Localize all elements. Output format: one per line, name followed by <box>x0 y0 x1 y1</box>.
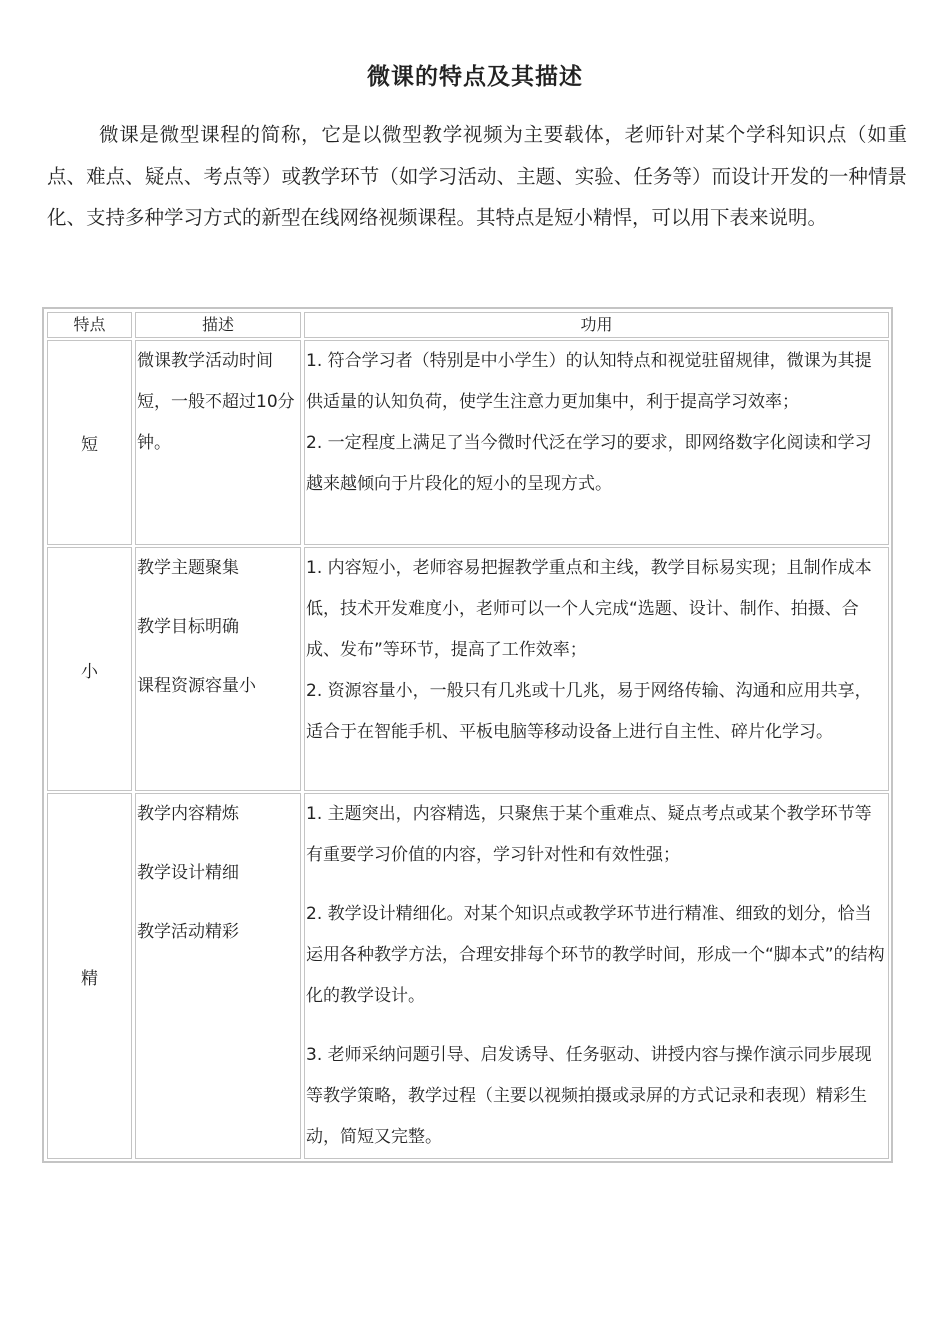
function-cell-refined <box>304 793 889 1159</box>
function-item: 1. 主题突出，内容精选，只聚焦于某个重难点、疑点考点或某个教学环节等有重要学习价值的内容，学习针对性和有效性强； <box>306 804 872 865</box>
header-description: 描述 <box>135 312 301 338</box>
feature-cell-short <box>47 340 132 545</box>
intro-paragraph: 微课是微型课程的简称，它是以微型教学视频为主要载体，老师针对某个学科知识点（如重点、难点、疑点、考点等）或教学环节（如学习活动、主题、实验、任务等）而设计开发的一种情景化、支持多种学习方式的新型在线网络视频课程。其特点是短小精悍，可以用下表来说明。 <box>47 123 907 229</box>
function-item: 1. 内容短小，老师容易把握教学重点和主线，教学目标易实现；且制作成本低，技术开发难度小，老师可以一个人完成“选题、设计、制作、拍摄、合成、发布”等环节，提高了工作效率； <box>306 558 872 660</box>
page-title: 微课的特点及其描述 <box>367 64 583 90</box>
function-cell-small <box>304 547 889 791</box>
feature-cell-refined <box>47 793 132 1159</box>
description-item: 教学设计精细 <box>137 863 239 883</box>
description-cell-refined <box>135 793 301 1159</box>
description-item: 教学主题聚集 <box>137 558 239 578</box>
description-item: 教学内容精炼 <box>137 804 239 824</box>
function-item: 3. 老师采纳问题引导、启发诱导、任务驱动、讲授内容与操作演示同步展现等教学策略，教学过程（主要以视频拍摄或录屏的方式记录和表现）精彩生动，简短又完整。 <box>306 1045 872 1147</box>
description-cell-short <box>135 340 301 545</box>
feature-cell-small <box>47 547 132 791</box>
features-table <box>42 307 893 1163</box>
feature-label: 精 <box>81 968 98 989</box>
description-item: 教学目标明确 <box>137 617 239 637</box>
function-item: 1. 符合学习者（特别是中小学生）的认知特点和视觉驻留规律，微课为其提供适量的认知负荷，使学生注意力更加集中，利于提高学习效率； <box>306 351 872 412</box>
feature-label: 短 <box>81 435 98 455</box>
description-item: 教学活动精彩 <box>137 922 239 942</box>
header-function: 功用 <box>304 312 889 338</box>
function-cell-short <box>304 340 889 545</box>
description-item: 微课教学活动时间短，一般不超过10分钟。 <box>137 351 295 453</box>
function-item: 2. 资源容量小，一般只有几兆或十几兆，易于网络传输、沟通和应用共享，适合于在智能手机、平板电脑等移动设备上进行自主性、碎片化学习。 <box>306 681 872 742</box>
description-cell-small <box>135 547 301 791</box>
description-item: 课程资源容量小 <box>137 676 256 696</box>
function-item: 2. 一定程度上满足了当今微时代泛在学习的要求，即网络数字化阅读和学习越来越倾向于片段化的短小的呈现方式。 <box>306 433 872 494</box>
header-feature: 特点 <box>47 312 132 338</box>
function-item: 2. 教学设计精细化。对某个知识点或教学环节进行精准、细致的划分，恰当运用各种教学方法，合理安排每个环节的教学时间，形成一个“脚本式”的结构化的教学设计。 <box>306 904 885 1006</box>
feature-label: 小 <box>81 661 98 682</box>
